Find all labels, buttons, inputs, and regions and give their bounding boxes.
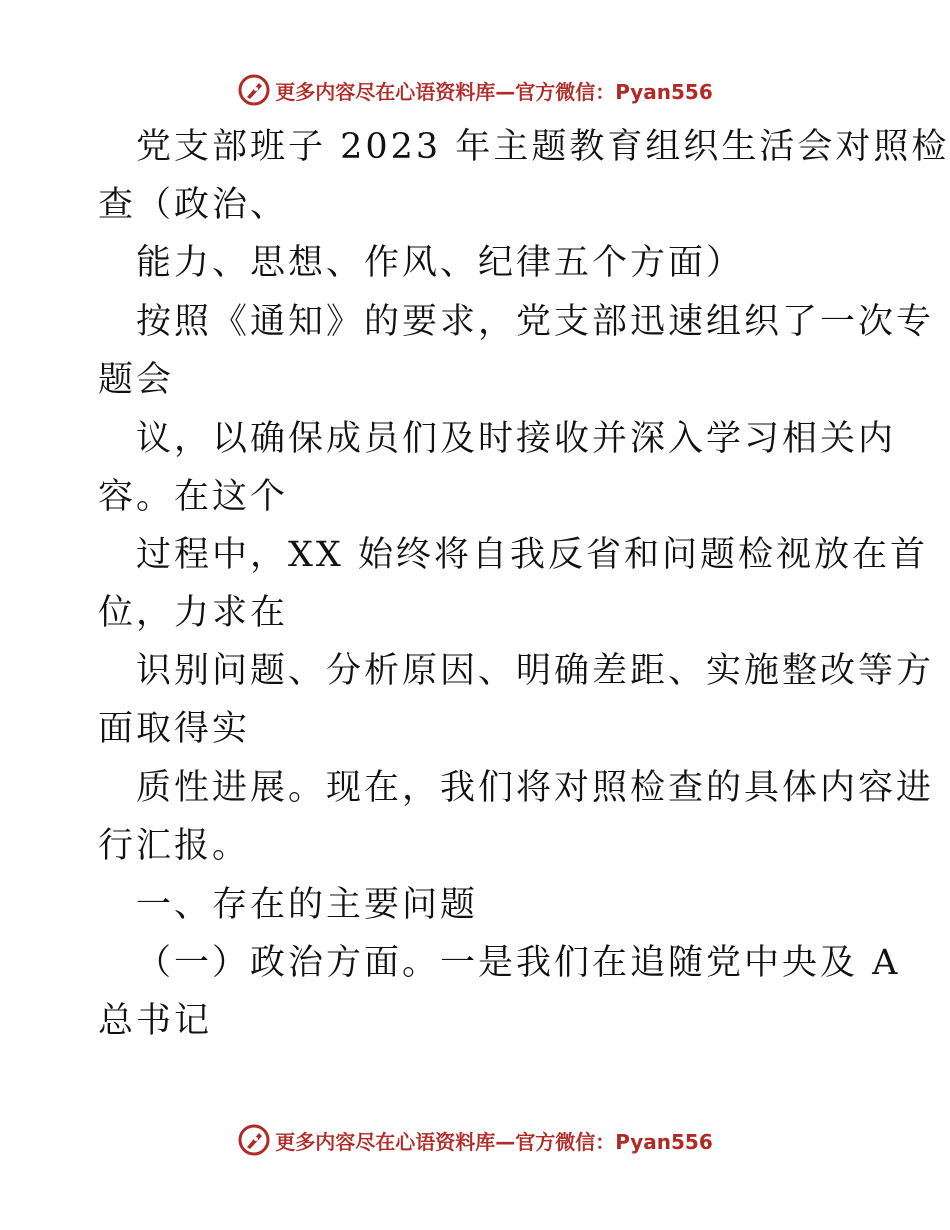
- paragraph-line: （一）政治方面。一是我们在追随党中央及 A: [136, 943, 901, 983]
- banner-contact-text: 官方微信：Pyan556: [515, 79, 713, 104]
- paragraph-line: 题会: [98, 360, 175, 400]
- top-banner: [0, 68, 950, 112]
- pen-nib-logo-icon: [237, 73, 271, 107]
- banner-brand-text: 更多内容尽在心语资料库—: [275, 1129, 516, 1154]
- banner-brand-text: 更多内容尽在心语资料库—: [275, 79, 516, 104]
- bottom-banner: [0, 1118, 950, 1162]
- title-line-1: 党支部班子 2023 年主题教育组织生活会对照检: [136, 127, 950, 167]
- paragraph-line: 总书记: [98, 1001, 213, 1041]
- paragraph-line: 质性进展。现在，我们将对照检查的具体内容进: [136, 768, 935, 808]
- section-heading: 一、存在的主要问题: [136, 885, 479, 925]
- paragraph-line: 面取得实: [98, 709, 251, 749]
- title-line-3: 能力、思想、作风、纪律五个方面）: [136, 243, 745, 283]
- paragraph-line: 议，以确保成员们及时接收并深入学习相关内: [136, 419, 897, 459]
- paragraph-line: 位，力求在: [98, 593, 289, 633]
- pen-nib-logo-icon: [237, 1123, 271, 1157]
- banner-contact-text: 官方微信：Pyan556: [515, 1129, 713, 1154]
- paragraph-line: 识别问题、分析原因、明确差距、实施整改等方: [136, 651, 935, 691]
- paragraph-line: 容。在这个: [98, 477, 289, 517]
- title-line-2: 查（政治、: [98, 185, 289, 225]
- paragraph-line: 按照《通知》的要求，党支部迅速组织了一次专: [136, 302, 935, 342]
- paragraph-line: 过程中，XX 始终将自我反省和问题检视放在首: [136, 535, 928, 575]
- paragraph-line: 行汇报。: [98, 826, 251, 866]
